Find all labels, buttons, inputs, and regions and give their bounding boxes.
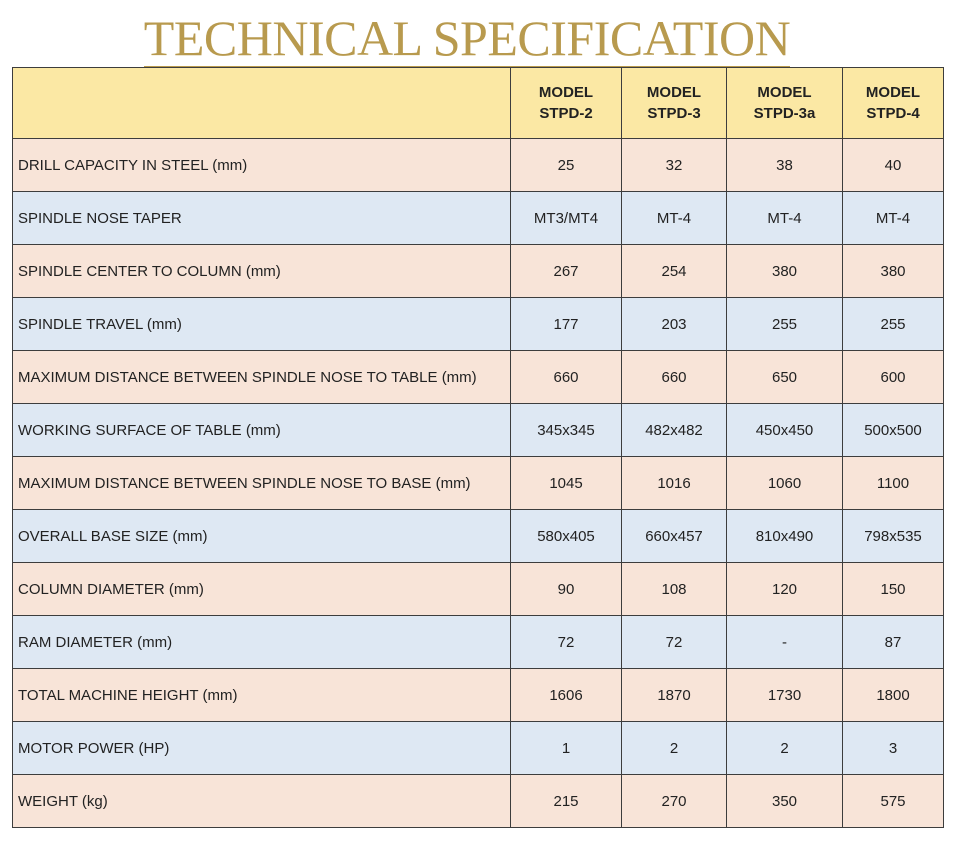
row-value: 2 — [622, 722, 727, 775]
row-value: 575 — [843, 775, 944, 828]
table-row — [13, 722, 944, 775]
row-label: SPINDLE NOSE TAPER — [13, 192, 511, 245]
row-value: 482x482 — [622, 404, 727, 457]
row-value: 255 — [843, 298, 944, 351]
row-value: 2 — [727, 722, 843, 775]
row-value: 267 — [511, 245, 622, 298]
row-value: 72 — [622, 616, 727, 669]
row-label: MAXIMUM DISTANCE BETWEEN SPINDLE NOSE TO BASE (mm) — [13, 457, 511, 510]
row-value: 87 — [843, 616, 944, 669]
row-value: 380 — [727, 245, 843, 298]
row-value: 798x535 — [843, 510, 944, 563]
header-model-code: STPD-2 — [539, 105, 593, 122]
table-header-row — [13, 68, 944, 139]
table-row — [13, 457, 944, 510]
row-value: 1870 — [622, 669, 727, 722]
header-model-stpd-4 — [843, 68, 944, 139]
row-value: 1730 — [727, 669, 843, 722]
table-row — [13, 298, 944, 351]
row-value: 72 — [511, 616, 622, 669]
table-row — [13, 563, 944, 616]
row-label: WEIGHT (kg) — [13, 775, 511, 828]
row-label: WORKING SURFACE OF TABLE (mm) — [13, 404, 511, 457]
header-blank-cell — [13, 68, 511, 139]
row-value: 3 — [843, 722, 944, 775]
row-value: 32 — [622, 139, 727, 192]
row-label: MOTOR POWER (HP) — [13, 722, 511, 775]
row-value: 450x450 — [727, 404, 843, 457]
row-value: 1016 — [622, 457, 727, 510]
row-label: MAXIMUM DISTANCE BETWEEN SPINDLE NOSE TO TABLE (mm) — [13, 351, 511, 404]
row-value: 650 — [727, 351, 843, 404]
table-row — [13, 616, 944, 669]
row-value: 255 — [727, 298, 843, 351]
row-value: 1100 — [843, 457, 944, 510]
page-title — [0, 8, 934, 68]
row-label: SPINDLE CENTER TO COLUMN (mm) — [13, 245, 511, 298]
row-value: 120 — [727, 563, 843, 616]
table-row — [13, 404, 944, 457]
table-row — [13, 351, 944, 404]
header-model-code: STPD-3a — [753, 105, 816, 122]
row-value: 177 — [511, 298, 622, 351]
row-value: 203 — [622, 298, 727, 351]
header-model-label: MODEL — [538, 84, 594, 101]
row-value: 150 — [843, 563, 944, 616]
header-model-stpd-3a — [727, 68, 843, 139]
row-value: 1060 — [727, 457, 843, 510]
table-row — [13, 245, 944, 298]
row-value: 345x345 — [511, 404, 622, 457]
row-value: 500x500 — [843, 404, 944, 457]
header-model-label: MODEL — [646, 84, 702, 101]
row-label: TOTAL MACHINE HEIGHT (mm) — [13, 669, 511, 722]
specification-table — [12, 67, 944, 828]
table-row — [13, 510, 944, 563]
row-value: 660x457 — [622, 510, 727, 563]
row-value: 810x490 — [727, 510, 843, 563]
row-value: 580x405 — [511, 510, 622, 563]
row-value: 25 — [511, 139, 622, 192]
row-value: 1045 — [511, 457, 622, 510]
row-value: 350 — [727, 775, 843, 828]
row-value: 380 — [843, 245, 944, 298]
row-value: 215 — [511, 775, 622, 828]
row-value: 660 — [511, 351, 622, 404]
table-row — [13, 192, 944, 245]
row-label: DRILL CAPACITY IN STEEL (mm) — [13, 139, 511, 192]
row-value: - — [727, 616, 843, 669]
row-value: 90 — [511, 563, 622, 616]
row-label: SPINDLE TRAVEL (mm) — [13, 298, 511, 351]
row-value: MT3/MT4 — [511, 192, 622, 245]
header-model-stpd-3 — [622, 68, 727, 139]
header-model-code: STPD-4 — [866, 105, 920, 122]
row-label: OVERALL BASE SIZE (mm) — [13, 510, 511, 563]
row-value: 38 — [727, 139, 843, 192]
row-value: 108 — [622, 563, 727, 616]
row-value: 270 — [622, 775, 727, 828]
row-value: MT-4 — [843, 192, 944, 245]
row-value: 600 — [843, 351, 944, 404]
header-model-label: MODEL — [757, 84, 812, 101]
row-value: 1800 — [843, 669, 944, 722]
header-model-stpd-2 — [511, 68, 622, 139]
header-model-label: MODEL — [865, 84, 921, 101]
row-value: 40 — [843, 139, 944, 192]
table-row — [13, 669, 944, 722]
row-label: RAM DIAMETER (mm) — [13, 616, 511, 669]
table-row — [13, 775, 944, 828]
row-value: MT-4 — [622, 192, 727, 245]
header-model-code: STPD-3 — [647, 105, 701, 122]
row-value: 1 — [511, 722, 622, 775]
row-value: 660 — [622, 351, 727, 404]
row-value: 254 — [622, 245, 727, 298]
table-row — [13, 139, 944, 192]
table-body — [13, 139, 944, 828]
row-value: MT-4 — [727, 192, 843, 245]
row-label: COLUMN DIAMETER (mm) — [13, 563, 511, 616]
row-value: 1606 — [511, 669, 622, 722]
page-title-text: TECHNICAL SPECIFICATION — [144, 10, 790, 69]
